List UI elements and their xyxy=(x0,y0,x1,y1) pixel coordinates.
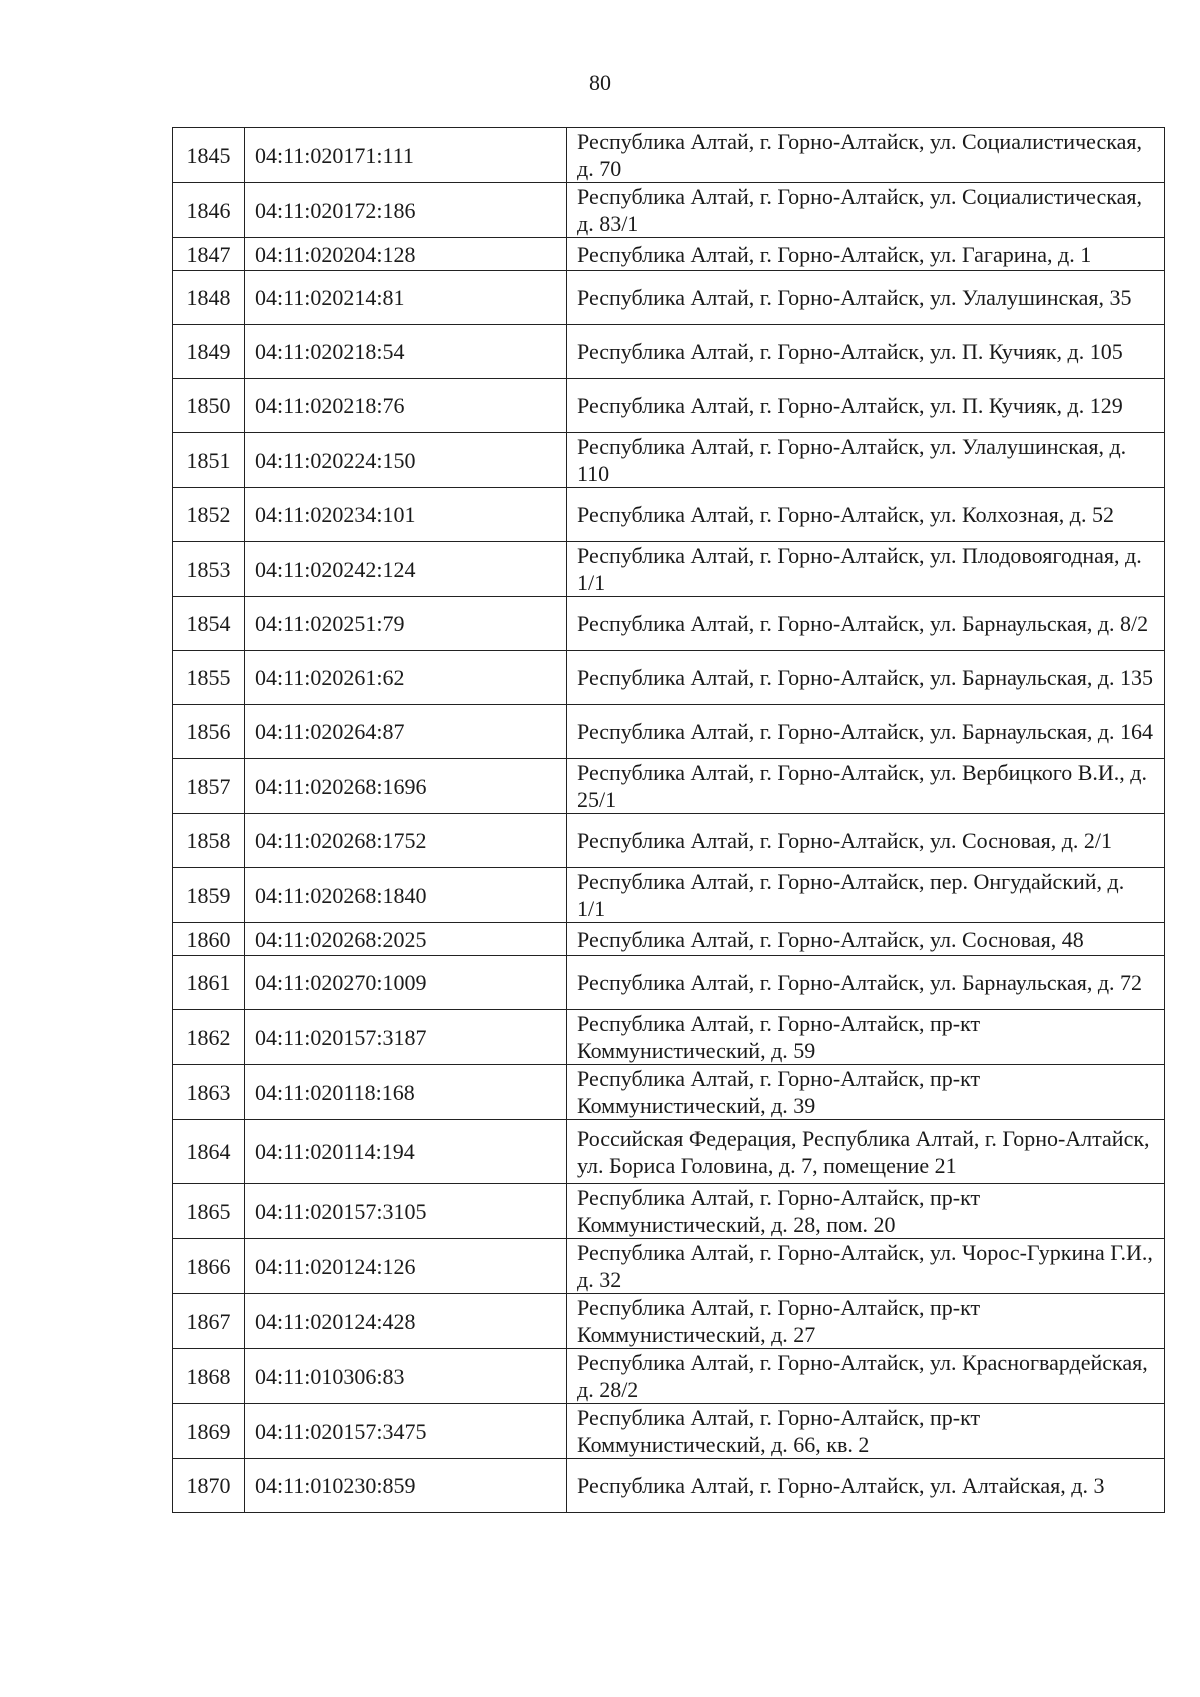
table-row xyxy=(173,488,1165,542)
address: Российская Федерация, Республика Алтай, г. Горно-Алтайск, ул. Бориса Головина, д. 7, помещение 21 xyxy=(567,1120,1165,1184)
table-row xyxy=(173,597,1165,651)
table-row xyxy=(173,1239,1165,1294)
cadastral-number: 04:11:020118:168 xyxy=(245,1065,567,1120)
address: Республика Алтай, г. Горно-Алтайск, ул. Барнаульская, д. 8/2 xyxy=(567,597,1165,651)
cadastral-number: 04:11:020218:54 xyxy=(245,325,567,379)
row-number: 1861 xyxy=(173,956,245,1010)
cadastral-number: 04:11:020242:124 xyxy=(245,542,567,597)
row-number: 1869 xyxy=(173,1404,245,1459)
address: Республика Алтай, г. Горно-Алтайск, ул. Сосновая, 48 xyxy=(567,923,1165,956)
row-number: 1870 xyxy=(173,1459,245,1513)
address: Республика Алтай, г. Горно-Алтайск, ул. Алтайская, д. 3 xyxy=(567,1459,1165,1513)
row-number: 1868 xyxy=(173,1349,245,1404)
cadastral-number: 04:11:020172:186 xyxy=(245,183,567,238)
address: Республика Алтай, г. Горно-Алтайск, ул. П. Кучияк, д. 129 xyxy=(567,379,1165,433)
table-row xyxy=(173,1404,1165,1459)
cadastral-number: 04:11:020234:101 xyxy=(245,488,567,542)
address: Республика Алтай, г. Горно-Алтайск, ул. Колхозная, д. 52 xyxy=(567,488,1165,542)
row-number: 1862 xyxy=(173,1010,245,1065)
row-number: 1867 xyxy=(173,1294,245,1349)
cadastral-number: 04:11:020251:79 xyxy=(245,597,567,651)
row-number: 1854 xyxy=(173,597,245,651)
cadastral-number: 04:11:010306:83 xyxy=(245,1349,567,1404)
table-row xyxy=(173,1459,1165,1513)
table-row xyxy=(173,956,1165,1010)
address: Республика Алтай, г. Горно-Алтайск, пр-кт Коммунистический, д. 66, кв. 2 xyxy=(567,1404,1165,1459)
row-number: 1859 xyxy=(173,868,245,923)
row-number: 1850 xyxy=(173,379,245,433)
cadastral-number: 04:11:020124:126 xyxy=(245,1239,567,1294)
row-number: 1865 xyxy=(173,1184,245,1239)
cadastral-number: 04:11:020268:1696 xyxy=(245,759,567,814)
address: Республика Алтай, г. Горно-Алтайск, ул. П. Кучияк, д. 105 xyxy=(567,325,1165,379)
address: Республика Алтай, г. Горно-Алтайск, ул. Плодовоягодная, д. 1/1 xyxy=(567,542,1165,597)
table-row xyxy=(173,542,1165,597)
table-row xyxy=(173,433,1165,488)
cadastral-number: 04:11:020157:3475 xyxy=(245,1404,567,1459)
registry-table xyxy=(172,127,1165,1513)
cadastral-number: 04:11:020171:111 xyxy=(245,128,567,183)
table-row xyxy=(173,271,1165,325)
row-number: 1851 xyxy=(173,433,245,488)
row-number: 1846 xyxy=(173,183,245,238)
table-row xyxy=(173,651,1165,705)
table-row xyxy=(173,923,1165,956)
cadastral-number: 04:11:020114:194 xyxy=(245,1120,567,1184)
address: Республика Алтай, г. Горно-Алтайск, ул. Улалушинская, д. 110 xyxy=(567,433,1165,488)
table-row xyxy=(173,759,1165,814)
row-number: 1856 xyxy=(173,705,245,759)
row-number: 1849 xyxy=(173,325,245,379)
table-row xyxy=(173,238,1165,271)
row-number: 1866 xyxy=(173,1239,245,1294)
row-number: 1858 xyxy=(173,814,245,868)
address: Республика Алтай, г. Горно-Алтайск, ул. Сосновая, д. 2/1 xyxy=(567,814,1165,868)
table-row xyxy=(173,183,1165,238)
cadastral-number: 04:11:020270:1009 xyxy=(245,956,567,1010)
address: Республика Алтай, г. Горно-Алтайск, ул. Чорос-Гуркина Г.И., д. 32 xyxy=(567,1239,1165,1294)
table-row xyxy=(173,128,1165,183)
address: Республика Алтай, г. Горно-Алтайск, пр-кт Коммунистический, д. 59 xyxy=(567,1010,1165,1065)
table-row xyxy=(173,1294,1165,1349)
cadastral-number: 04:11:020218:76 xyxy=(245,379,567,433)
cadastral-number: 04:11:020157:3187 xyxy=(245,1010,567,1065)
cadastral-number: 04:11:020124:428 xyxy=(245,1294,567,1349)
row-number: 1852 xyxy=(173,488,245,542)
cadastral-number: 04:11:020204:128 xyxy=(245,238,567,271)
row-number: 1848 xyxy=(173,271,245,325)
address: Республика Алтай, г. Горно-Алтайск, пр-кт Коммунистический, д. 28, пом. 20 xyxy=(567,1184,1165,1239)
table-row xyxy=(173,705,1165,759)
row-number: 1845 xyxy=(173,128,245,183)
table-row xyxy=(173,1010,1165,1065)
address: Республика Алтай, г. Горно-Алтайск, пр-кт Коммунистический, д. 39 xyxy=(567,1065,1165,1120)
row-number: 1855 xyxy=(173,651,245,705)
row-number: 1857 xyxy=(173,759,245,814)
address: Республика Алтай, г. Горно-Алтайск, ул. Социалистическая, д. 70 xyxy=(567,128,1165,183)
registry-table-body xyxy=(173,128,1165,1513)
row-number: 1853 xyxy=(173,542,245,597)
cadastral-number: 04:11:020224:150 xyxy=(245,433,567,488)
cadastral-number: 04:11:020268:1752 xyxy=(245,814,567,868)
page-number: 80 xyxy=(589,70,611,95)
table-row xyxy=(173,868,1165,923)
table-row xyxy=(173,814,1165,868)
table-row xyxy=(173,1184,1165,1239)
address: Республика Алтай, г. Горно-Алтайск, ул. Барнаульская, д. 164 xyxy=(567,705,1165,759)
cadastral-number: 04:11:020264:87 xyxy=(245,705,567,759)
cadastral-number: 04:11:010230:859 xyxy=(245,1459,567,1513)
address: Республика Алтай, г. Горно-Алтайск, ул. Гагарина, д. 1 xyxy=(567,238,1165,271)
table-row xyxy=(173,379,1165,433)
cadastral-number: 04:11:020268:2025 xyxy=(245,923,567,956)
table-row xyxy=(173,325,1165,379)
table-row xyxy=(173,1065,1165,1120)
address: Республика Алтай, г. Горно-Алтайск, ул. Красногвардейская, д. 28/2 xyxy=(567,1349,1165,1404)
cadastral-number: 04:11:020261:62 xyxy=(245,651,567,705)
table-row xyxy=(173,1349,1165,1404)
row-number: 1864 xyxy=(173,1120,245,1184)
row-number: 1860 xyxy=(173,923,245,956)
address: Республика Алтай, г. Горно-Алтайск, ул. Социалистическая, д. 83/1 xyxy=(567,183,1165,238)
cadastral-number: 04:11:020214:81 xyxy=(245,271,567,325)
address: Республика Алтай, г. Горно-Алтайск, пр-кт Коммунистический, д. 27 xyxy=(567,1294,1165,1349)
row-number: 1847 xyxy=(173,238,245,271)
address: Республика Алтай, г. Горно-Алтайск, ул. Барнаульская, д. 72 xyxy=(567,956,1165,1010)
row-number: 1863 xyxy=(173,1065,245,1120)
address: Республика Алтай, г. Горно-Алтайск, пер. Онгудайский, д. 1/1 xyxy=(567,868,1165,923)
table-row xyxy=(173,1120,1165,1184)
address: Республика Алтай, г. Горно-Алтайск, ул. Барнаульская, д. 135 xyxy=(567,651,1165,705)
cadastral-number: 04:11:020268:1840 xyxy=(245,868,567,923)
address: Республика Алтай, г. Горно-Алтайск, ул. Вербицкого В.И., д. 25/1 xyxy=(567,759,1165,814)
address: Республика Алтай, г. Горно-Алтайск, ул. Улалушинская, 35 xyxy=(567,271,1165,325)
cadastral-number: 04:11:020157:3105 xyxy=(245,1184,567,1239)
